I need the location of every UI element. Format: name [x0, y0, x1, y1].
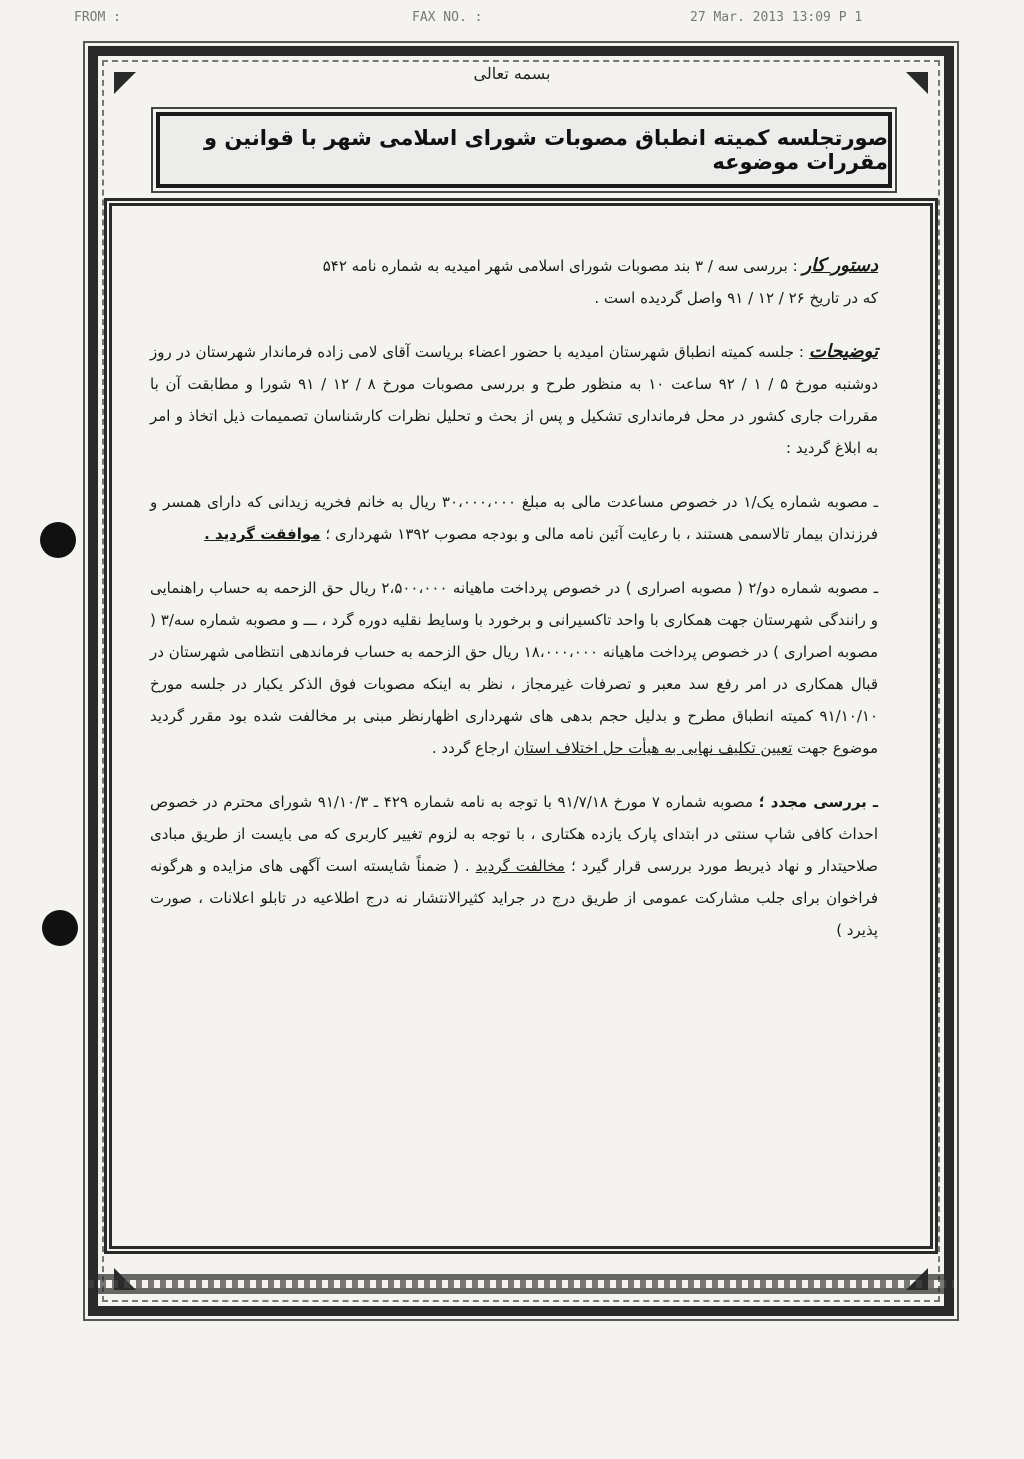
- resolution-3-verdict: مخالفت گردید: [475, 857, 565, 875]
- agenda-line1: : بررسی سه / ۳ بند مصوبات شورای اسلامی شهر امیدیه به شماره نامه ۵۴۲: [322, 257, 798, 275]
- resolution-2-verdict: تعیین تکلیف نهایی به هیأت حل اختلاف استان: [513, 739, 793, 757]
- resolution-3-label: ـ بررسی مجدد ؛: [758, 793, 878, 811]
- fax-datetime: 27 Mar. 2013 13:09 P 1: [690, 10, 863, 25]
- explanations-text: : جلسه کمیته انطباق شهرستان امیدیه با حضور اعضاء بریاست آقای لامی زاده فرماندار شهرستان در روز دوشنبه مورخ ۵ / ۱ / ۹۲ ساعت ۱۰ به منظور طرح و بررسی مصوبات مورخ ۸ / ۱۲ / ۹۱ شورا و مطابقت آن با مقررات جاری کشور در محل فرمانداری تشکیل و پس از بحث و تحلیل نظرات کارشناسان تصمیمات ذیل اتخاذ و امر به ابلاغ گردید :: [150, 343, 879, 457]
- resolution-2-tail: ارجاع گردد .: [431, 739, 510, 757]
- fax-number: FAX NO. :: [412, 10, 483, 25]
- resolution-1-verdict: موافقت گردید .: [204, 525, 321, 543]
- resolution-1-paragraph: [150, 486, 878, 550]
- fax-from: FROM :: [74, 10, 121, 25]
- resolution-3-note: . ( ضمناً شایسته است آگهی های مزایده و هرگونه فراخوان برای جلب مشارکت عمومی از طریق درج در جراید کثیرالانتشار نه درج اطلاعیه در تابلو اعلانات ، صورت پذیرد ): [150, 857, 878, 939]
- resolution-3-text: مصوبه شماره ۷ مورخ ۹۱/۷/۱۸ با توجه به نامه شماره ۴۲۹ ـ ۹۱/۱۰/۳ شورای محترم در خصوص احداث کافی شاپ سنتی در ابتدای پارک یازده هکتاری ، با توجه به لزوم تغییر کاربری که می بایست از طریق مبادی صلاحیتدار و نهاد ذیربط مورد بررسی قرار گیرد ؛: [150, 793, 878, 875]
- resolution-2-text: ـ مصوبه شماره دو/۲ ( مصوبه اصراری ) در خصوص پرداخت ماهیانه ۲،۵۰۰،۰۰۰ ریال حق الزحمه به حساب راهنمایی و رانندگی شهرستان جهت همکاری با واحد تاکسیرانی و برخورد با وسایط نقلیه دوره گرد ، ـــ و مصوبه شماره سه/۳ ( مصوبه اصراری ) در خصوص پرداخت ماهیانه ۱۸،۰۰۰،۰۰۰ ریال حق الزحمه به حساب فرماندهی انتظامی شهرستان در قبال همکاری در امر رفع سد معبر و تصرفات غیرمجاز ، نظر به اینکه مصوبات فوق الذکر یکبار در جلسه مورخ ۹۱/۱۰/۱۰ کمیته انطباق مطرح و بدلیل حجم بدهی های شهرداری اظهارنظر مبنی بر مخالفت شده بود مقرر گردید موضوع جهت: [150, 579, 878, 757]
- document-title: صورتجلسه کمیته انطباق مصوبات شورای اسلامی شهر با قوانین و مقررات موضوعه: [204, 126, 888, 174]
- resolution-2-paragraph: [150, 572, 878, 764]
- document-body: [150, 250, 878, 968]
- explanations-label: توضیحات: [808, 341, 878, 362]
- resolution-3-paragraph: [150, 786, 878, 946]
- agenda-label: دستور کار: [802, 255, 878, 276]
- resolution-1-text: ـ مصوبه شماره یک/۱ در خصوص مساعدت مالی به مبلغ ۳۰،۰۰۰،۰۰۰ ریال به خانم فخریه زیدانی که دارای همسر و فرزندان بیمار تالاسمی هستند ، با رعایت آئین نامه مالی و بودجه مصوب ۱۳۹۲ شهرداری ؛: [150, 493, 879, 543]
- bottom-border-strip: [88, 1274, 954, 1294]
- punch-hole: [40, 522, 76, 558]
- bismillah-heading: بسمه تعالی: [473, 64, 551, 83]
- title-box: [156, 112, 892, 188]
- fax-header: [0, 10, 1024, 34]
- agenda-line2: که در تاریخ ۲۶ / ۱۲ / ۹۱ واصل گردیده است .: [594, 289, 878, 307]
- explanations-paragraph: [150, 336, 878, 464]
- punch-hole: [42, 910, 78, 946]
- agenda-paragraph: [150, 250, 878, 314]
